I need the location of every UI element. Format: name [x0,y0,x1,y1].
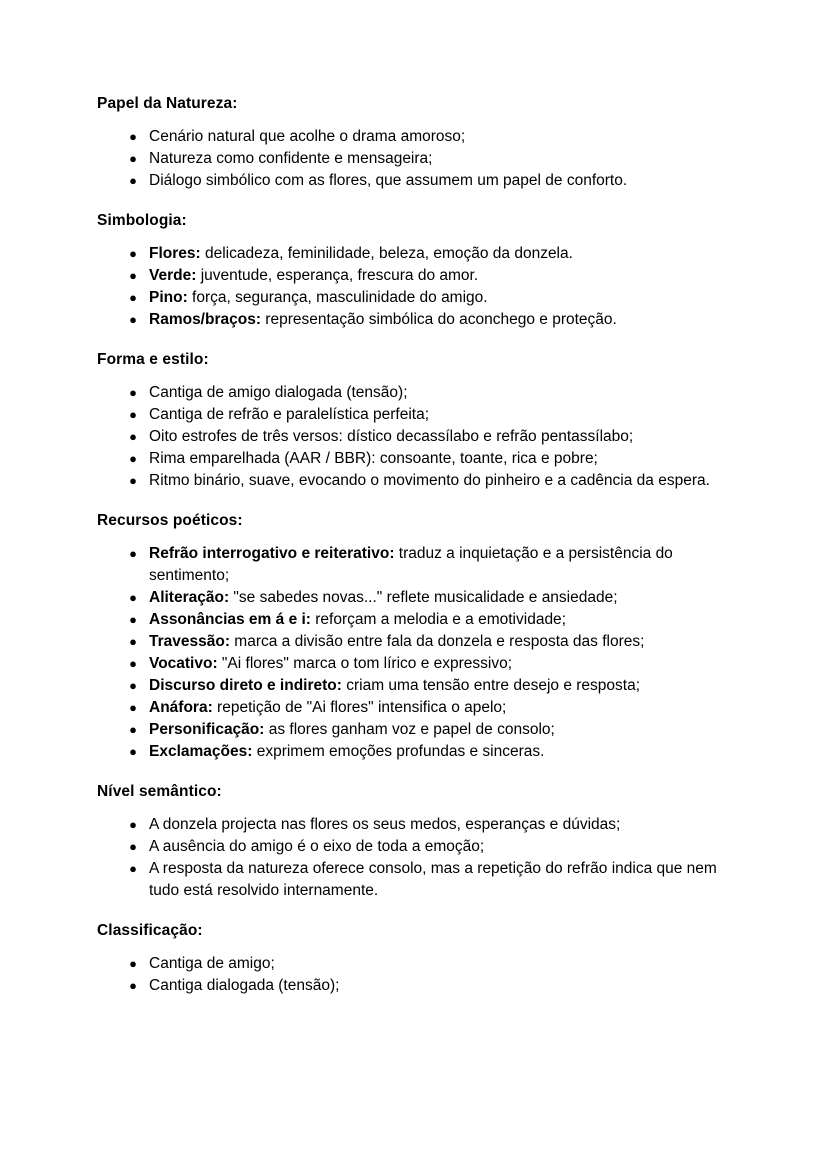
bullet-icon: ● [129,546,137,561]
list-item [97,609,730,631]
bullet-icon: ● [129,173,137,188]
list-item [97,309,730,331]
bullet-icon: ● [129,312,137,327]
list-item [97,975,730,997]
list-item-text: Cenário natural que acolhe o drama amoroso; [149,128,466,145]
list-item-text: A ausência do amigo é o eixo de toda a emoção; [149,838,485,855]
bullet-icon: ● [129,268,137,283]
list-item-text: A donzela projecta nas flores os seus medos, esperanças e dúvidas; [149,816,621,833]
list-item-text: Ritmo binário, suave, evocando o movimento do pinheiro e a cadência da espera. [149,472,710,489]
bullet-icon: ● [129,385,137,400]
section-heading: Recursos poéticos: [97,512,243,529]
list-item-lead: Personificação: [149,721,265,738]
list-item-lead: Ramos/braços: [149,311,261,328]
bullet-icon: ● [129,290,137,305]
list-item [97,741,730,763]
list-item-lead: Exclamações: [149,743,253,760]
list-item-text: Cantiga de refrão e paralelística perfeita; [149,406,430,423]
list-item-text: "Ai flores" marca o tom lírico e expressivo; [217,655,513,672]
list-item [97,170,730,192]
list-item-text: A resposta da natureza oferece consolo, mas a repetição do refrão indica que nem tudo está resolvido internamente. [149,860,717,899]
document-section [97,510,730,763]
bullet-icon: ● [129,429,137,444]
list-item-text: marca a divisão entre fala da donzela e resposta das flores; [230,633,645,650]
section-heading: Forma e estilo: [97,351,209,368]
list-item [97,587,730,609]
list-item [97,265,730,287]
bullet-icon: ● [129,656,137,671]
list-item-text: Oito estrofes de três versos: dístico decassílabo e refrão pentassílabo; [149,428,634,445]
list-item [97,836,730,858]
bullet-icon: ● [129,612,137,627]
bullet-icon: ● [129,956,137,971]
list-item-text: Cantiga dialogada (tensão); [149,977,340,994]
bullet-list [97,382,730,492]
list-item-lead: Discurso direto e indireto: [149,677,342,694]
list-item-text: "se sabedes novas..." reflete musicalidade e ansiedade; [229,589,618,606]
list-item [97,287,730,309]
bullet-icon: ● [129,151,137,166]
list-item [97,858,730,902]
list-item-text: as flores ganham voz e papel de consolo; [264,721,555,738]
list-item [97,404,730,426]
bullet-list [97,543,730,763]
bullet-icon: ● [129,817,137,832]
list-item-text: Diálogo simbólico com as flores, que assumem um papel de conforto. [149,172,628,189]
list-item [97,382,730,404]
list-item [97,243,730,265]
list-item [97,953,730,975]
document-body [97,93,730,997]
list-item-text: traduz a inquietação e a persistência do sentimento; [149,545,673,584]
bullet-icon: ● [129,246,137,261]
bullet-icon: ● [129,407,137,422]
list-item-text: repetição de "Ai flores" intensifica o apelo; [212,699,507,716]
document-section [97,920,730,997]
list-item-lead: Anáfora: [149,699,213,716]
bullet-icon: ● [129,722,137,737]
list-item [97,426,730,448]
list-item-lead: Verde: [149,267,197,284]
list-item-text: exprimem emoções profundas e sinceras. [252,743,545,760]
list-item-text: Rima emparelhada (AAR / BBR): consoante, toante, rica e pobre; [149,450,598,467]
document-section [97,210,730,331]
bullet-list [97,814,730,902]
list-item-text: juventude, esperança, frescura do amor. [196,267,479,284]
bullet-icon: ● [129,473,137,488]
list-item-lead: Refrão interrogativo e reiterativo: [149,545,395,562]
list-item [97,631,730,653]
list-item-lead: Vocativo: [149,655,218,672]
list-item [97,543,730,587]
list-item-lead: Assonâncias em á e i: [149,611,311,628]
list-item [97,448,730,470]
list-item [97,470,730,492]
list-item [97,653,730,675]
bullet-list [97,953,730,997]
bullet-icon: ● [129,861,137,876]
bullet-icon: ● [129,839,137,854]
list-item [97,814,730,836]
list-item [97,697,730,719]
list-item-text: Natureza como confidente e mensageira; [149,150,433,167]
bullet-icon: ● [129,678,137,693]
bullet-icon: ● [129,590,137,605]
list-item-lead: Travessão: [149,633,230,650]
list-item-text: Cantiga de amigo; [149,955,275,972]
list-item-text: criam uma tensão entre desejo e resposta; [341,677,641,694]
bullet-list [97,126,730,192]
list-item [97,126,730,148]
bullet-icon: ● [129,634,137,649]
list-item-text: representação simbólica do aconchego e proteção. [260,311,617,328]
bullet-icon: ● [129,129,137,144]
bullet-icon: ● [129,700,137,715]
list-item [97,675,730,697]
document-section [97,781,730,902]
list-item-lead: Aliteração: [149,589,230,606]
list-item-text: reforçam a melodia e a emotividade; [310,611,566,628]
bullet-icon: ● [129,744,137,759]
section-heading: Simbologia: [97,212,187,229]
document-section [97,93,730,192]
bullet-icon: ● [129,978,137,993]
bullet-list [97,243,730,331]
document-section [97,349,730,492]
list-item-text: delicadeza, feminilidade, beleza, emoção da donzela. [200,245,573,262]
list-item-lead: Flores: [149,245,201,262]
section-heading: Nível semântico: [97,783,222,800]
section-heading: Papel da Natureza: [97,95,238,112]
list-item-text: força, segurança, masculinidade do amigo. [187,289,488,306]
list-item-lead: Pino: [149,289,188,306]
bullet-icon: ● [129,451,137,466]
list-item [97,719,730,741]
section-heading: Classificação: [97,922,203,939]
list-item-text: Cantiga de amigo dialogada (tensão); [149,384,408,401]
list-item [97,148,730,170]
